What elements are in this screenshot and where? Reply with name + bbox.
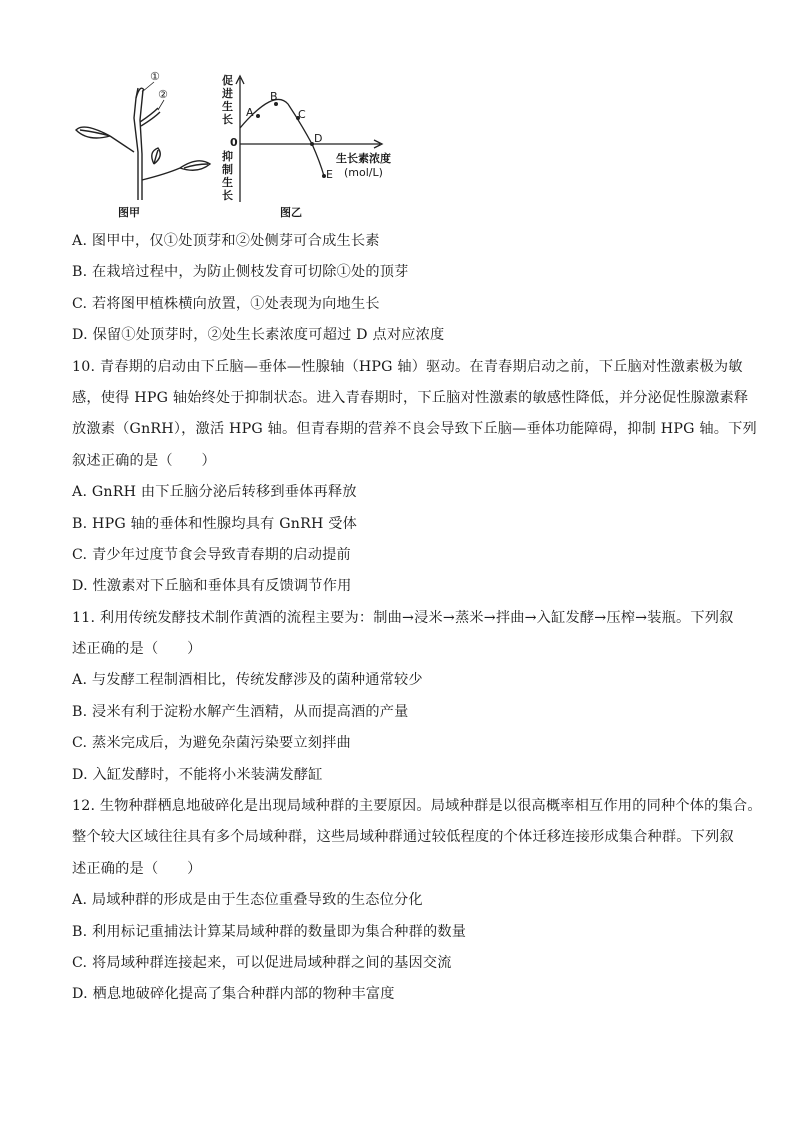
line-text: B. 浸米有利于淀粉水解产生酒精，从而提高酒的产量 [72,703,409,720]
line-text: A. 图甲中，仅①处顶芽和②处侧芽可合成生长素 [72,233,380,249]
question-stem-line [72,603,732,634]
line-text: D. 入缸发酵时，不能将小米装满发酵缸 [72,766,323,783]
line-text: A. 局域种群的形成是由于生态位重叠导致的生态位分化 [72,892,423,909]
option-line [72,540,732,571]
point-e-label: E [326,168,333,181]
option-line [72,885,732,916]
line-text: 述正确的是（ ） [72,641,202,658]
point-a-label: A [246,106,254,119]
option-line [72,728,732,759]
option-line [72,917,732,948]
option-line [72,760,732,791]
line-text: 整个较大区域往往具有多个局域种群，这些局域种群通过较低程度的个体迁移连接形成集合种群。下列叙 [72,829,734,846]
option-line [72,226,732,257]
option-line [72,948,732,979]
question-stem-line [72,634,732,665]
option-line [72,320,732,351]
option-line [72,571,732,602]
line-text: A. GnRH 由下丘脑分泌后转移到垂体再释放 [72,484,357,501]
option-line [72,289,732,320]
option-line [72,509,732,540]
question-stem-line [72,383,749,414]
point-d-label: D [314,132,323,145]
question-figure [70,70,410,220]
line-text: 感，使得 HPG 轴始终处于抑制状态。进入青春期时，下丘脑对性激素的敏感性降低，并分泌促性腺激素释 [72,389,749,406]
question-stem-line [72,414,757,445]
option-line [72,257,732,288]
question-stem-line [72,352,743,383]
line-text: A. 与发酵工程制酒相比，传统发酵涉及的菌种通常较少 [72,672,423,689]
marker-1: ① [150,70,160,83]
line-text: 10. 青春期的启动由下丘脑—垂体—性腺轴（HPG 轴）驱动。在青春期启动之前，下丘脑对性激素极为敏 [72,358,743,375]
question-stem-line [72,854,732,885]
option-line [72,697,732,728]
y-axis-inhibit-label: 抑制生长 [222,150,233,202]
line-text: D. 保留①处顶芽时，②处生长素浓度可超过 D 点对应浓度 [72,327,445,344]
y-axis-zero-label: 0 [230,136,238,149]
line-text: C. 青少年过度节食会导致青春期的启动提前 [72,546,351,563]
question-stem-line [72,791,762,822]
line-text: C. 将局域种群连接起来，可以促进局域种群之间的基因交流 [72,954,452,971]
line-text: 12. 生物种群栖息地破碎化是出现局域种群的主要原因。局域种群是以很高概率相互作用的同种个体的集合。 [72,798,762,815]
line-text: B. 在栽培过程中，为防止侧枝发育可切除①处的顶芽 [72,264,409,281]
question-text-block [72,226,762,1011]
line-text: 述正确的是（ ） [72,860,202,877]
line-text: D. 栖息地破碎化提高了集合种群内部的物种丰富度 [72,986,395,1003]
question-stem-line [72,822,732,853]
figure-yi-label: 图乙 [280,206,302,219]
line-text: C. 若将图甲植株横向放置，①处表现为向地生长 [72,295,380,312]
marker-2: ② [158,88,168,101]
point-b-label: B [270,90,278,103]
line-text: 放激素（GnRH），激活 HPG 轴。但青春期的营养不良会导致下丘脑—垂体功能障碍，抑制 HPG 轴。下列 [72,421,757,438]
plant-diagram [70,70,220,210]
question-stem-line [72,446,732,477]
line-text: B. HPG 轴的垂体和性腺均具有 GnRH 受体 [72,515,358,532]
line-text: B. 利用标记重捕法计算某局域种群的数量即为集合种群的数量 [72,923,467,940]
figure-jia-label: 图甲 [118,206,140,219]
y-axis-promote-label: 促进生长 [222,74,233,126]
option-line [72,665,732,696]
line-text: 叙述正确的是（ ） [72,452,216,469]
x-axis-label: 生长素浓度 [336,152,391,165]
line-text: 11. 利用传统发酵技术制作黄酒的流程主要为：制曲→浸米→蒸米→拌曲→入缸发酵→压榨→装瓶。下列叙 [72,609,734,626]
option-line [72,477,732,508]
line-text: C. 蒸米完成后，为避免杂菌污染要立刻拌曲 [72,735,351,752]
option-line [72,979,732,1010]
x-axis-unit: (mol/L) [344,166,383,179]
point-c-label: C [298,108,306,121]
line-text: D. 性激素对下丘脑和垂体具有反馈调节作用 [72,578,352,595]
